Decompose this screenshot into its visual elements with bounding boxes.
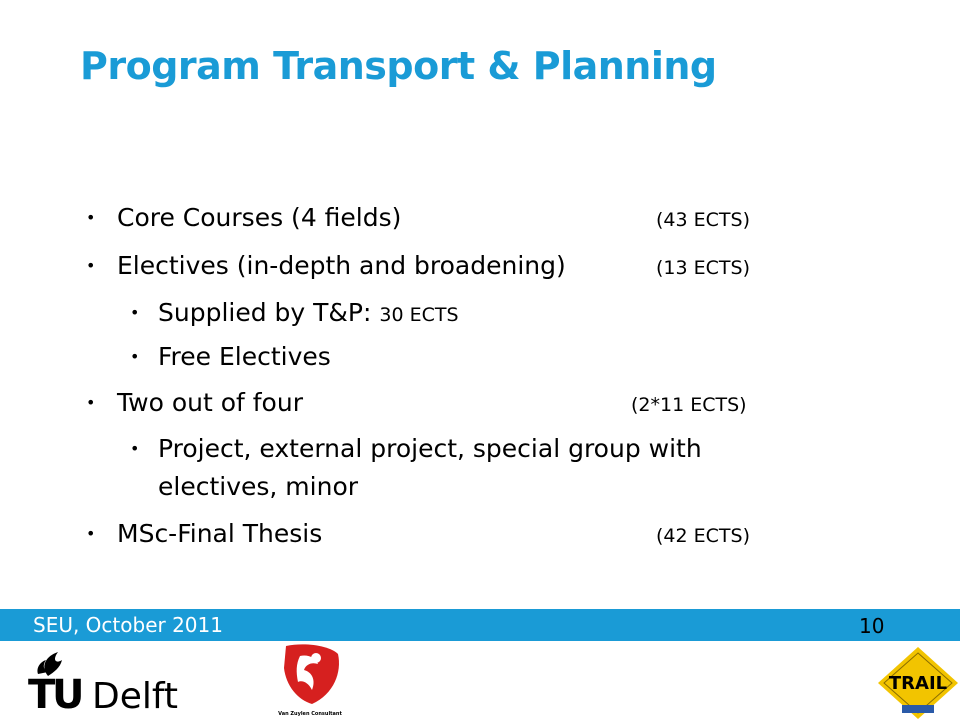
bullet-text: Supplied by T&P: 30 ECTS (158, 298, 459, 327)
bullet-dot: • (86, 393, 96, 412)
bullet-ects: 30 ECTS (379, 304, 459, 326)
tudelft-logo-delft: Delft (92, 676, 179, 712)
bullet-text: Electives (in-depth and broadening) (117, 251, 566, 280)
bullet-dot: • (86, 208, 96, 227)
bullet-dot: • (130, 303, 140, 322)
tudelft-logo-u: U (52, 672, 85, 712)
bullet-ects: (2*11 ECTS) (631, 394, 747, 416)
footer-event: SEU, October 2011 (33, 613, 223, 637)
tudelft-logo-t: T (28, 672, 56, 712)
bullet-dot: • (86, 524, 96, 543)
bullet-dot: • (86, 256, 96, 275)
bullet-dot: • (130, 439, 140, 458)
van-zuylen-logo (272, 642, 348, 718)
slide-title: Program Transport & Planning (80, 44, 717, 88)
bullet-ects: (43 ECTS) (656, 209, 750, 231)
bullet-ects: (13 ECTS) (656, 257, 750, 279)
bullet-text: Free Electives (158, 342, 331, 371)
bullet-text-continued: electives, minor (158, 472, 359, 501)
bullet-text: Core Courses (4 fields) (117, 203, 402, 232)
bullet-text: MSc-Final Thesis (117, 519, 323, 548)
bullet-dot: • (130, 347, 140, 366)
van-zuylen-caption: Van Zuylen Consultant (278, 711, 342, 717)
trail-logo (874, 645, 960, 720)
bullet-text: Project, external project, special group with (158, 434, 702, 463)
trail-logo-text: TRAIL (888, 673, 948, 694)
tudelft-logo (28, 650, 188, 712)
page-number: 10 (859, 614, 885, 638)
bullet-text: Two out of four (117, 388, 303, 417)
bullet-ects: (42 ECTS) (656, 525, 750, 547)
